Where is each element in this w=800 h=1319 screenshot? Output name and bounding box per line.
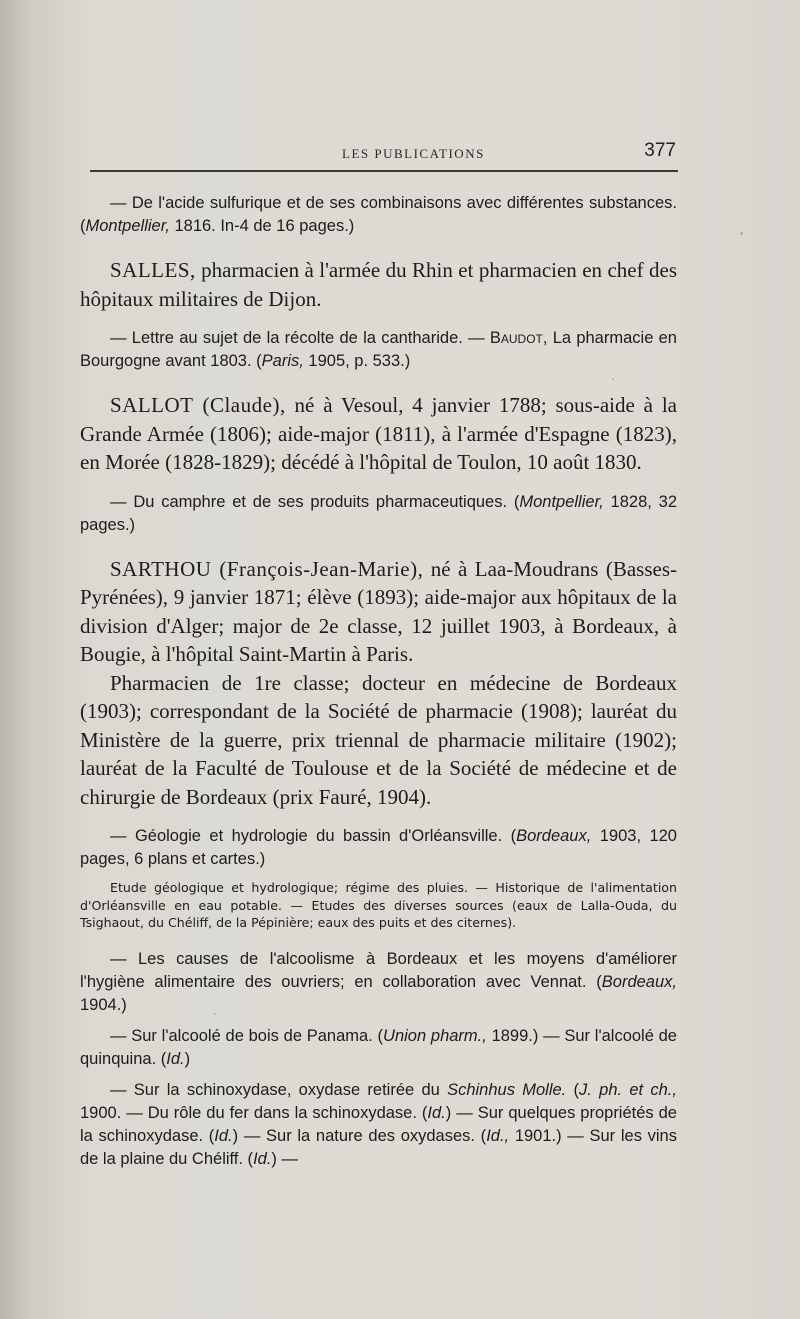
publication-entry: — Lettre au sujet de la récolte de la cantharide. — Baudot, La pharmacie en Bourgogne avant 1803. (Paris, 1905, p. 533.) <box>80 329 677 370</box>
paper-speck <box>740 232 743 235</box>
biography-salles: SALLES, pharmacien à l'armée du Rhin et pharmacien en chef des hôpitaux militaires de Dijon. <box>80 258 677 311</box>
person-name: SALLES, <box>110 258 196 282</box>
running-title: LES PUBLICATIONS <box>342 146 485 161</box>
paper-speck <box>214 1013 216 1015</box>
publication-entry: — Géologie et hydrologie du bassin d'Orléansville. (Bordeaux, 1903, 120 pages, 6 plans et cartes.) <box>80 827 677 868</box>
biography-sarthou-continued: Pharmacien de 1re classe; docteur en médecine de Bordeaux (1903); correspondant de la Société de pharmacie (1908); lauréat du Ministère de la guerre, prix triennal de pharmacie militaire (1902); lauréat de la Faculté de Toulouse et de la Société de médecine et de chirurgie de Bordeaux (prix Fauré, 1904). <box>80 670 677 809</box>
biography-sallot: SALLOT (Claude), né à Vesoul, 4 janvier 1788; sous-aide à la Grande Armée (1806); aide-major (1811), à l'armée d'Espagne (1823), en Morée (1828-1829); décédé à l'hôpital de Toulon, 10 août 1830. <box>80 393 678 474</box>
paper-speck <box>612 378 614 380</box>
publication-entry: — Sur l'alcoolé de bois de Panama. (Union pharm., 1899.) — Sur l'alcoolé de quinquina. (Id.) <box>80 1026 677 1068</box>
biography-sarthou: SARTHOU (François-Jean-Marie), né à Laa-Moudrans (Basses-Pyrénées), 9 janvier 1871; élève (1893); aide-major aux hôpitaux de la division d'Alger; major de 2e classe, 12 juillet 1903, à Bordeaux, à Bougie, à l'hôpital Saint-Martin à Paris. <box>80 556 677 666</box>
header-rule <box>90 170 678 172</box>
person-name: SARTHOU (François-Jean-Marie), <box>110 556 424 581</box>
page-body <box>80 192 677 1189</box>
publication-note: Etude géologique et hydrologique; régime des pluies. — Historique de l'alimentation d'Orléansville en eau potable. — Etudes des diverses sources (eaux de Lalla-Ouda, du Tsighaout, du Chéliff, de la Pépinière; eaux des puits et des citernes). <box>80 880 677 930</box>
page-header <box>90 140 678 170</box>
publication-entry: — Les causes de l'alcoolisme à Bordeaux et les moyens d'améliorer l'hygiène alimentaire des ouvriers; en collaboration avec Vennat. (Bordeaux, 1904.) <box>80 949 677 1014</box>
person-name: SALLOT (Claude), <box>110 393 286 417</box>
publication-entry: — Sur la schinoxydase, oxydase retirée du Schinhus Molle. (J. ph. et ch., 1900. — Du rôle du fer dans la schinoxydase. (Id.) — Sur quelques propriétés de la schinoxydase. (Id.) — Sur la nature des oxydases. (Id., 1901.) — Sur les vins de la plaine du Chéliff. (Id.) — <box>80 1080 677 1168</box>
publication-entry: — Du camphre et de ses produits pharmaceutiques. (Montpellier, 1828, 32 pages.) <box>80 492 677 534</box>
page-number: 377 <box>644 140 676 161</box>
publication-entry: — De l'acide sulfurique et de ses combinaisons avec différentes substances. (Montpellier, 1816. In-4 de 16 pages.) <box>80 194 677 235</box>
